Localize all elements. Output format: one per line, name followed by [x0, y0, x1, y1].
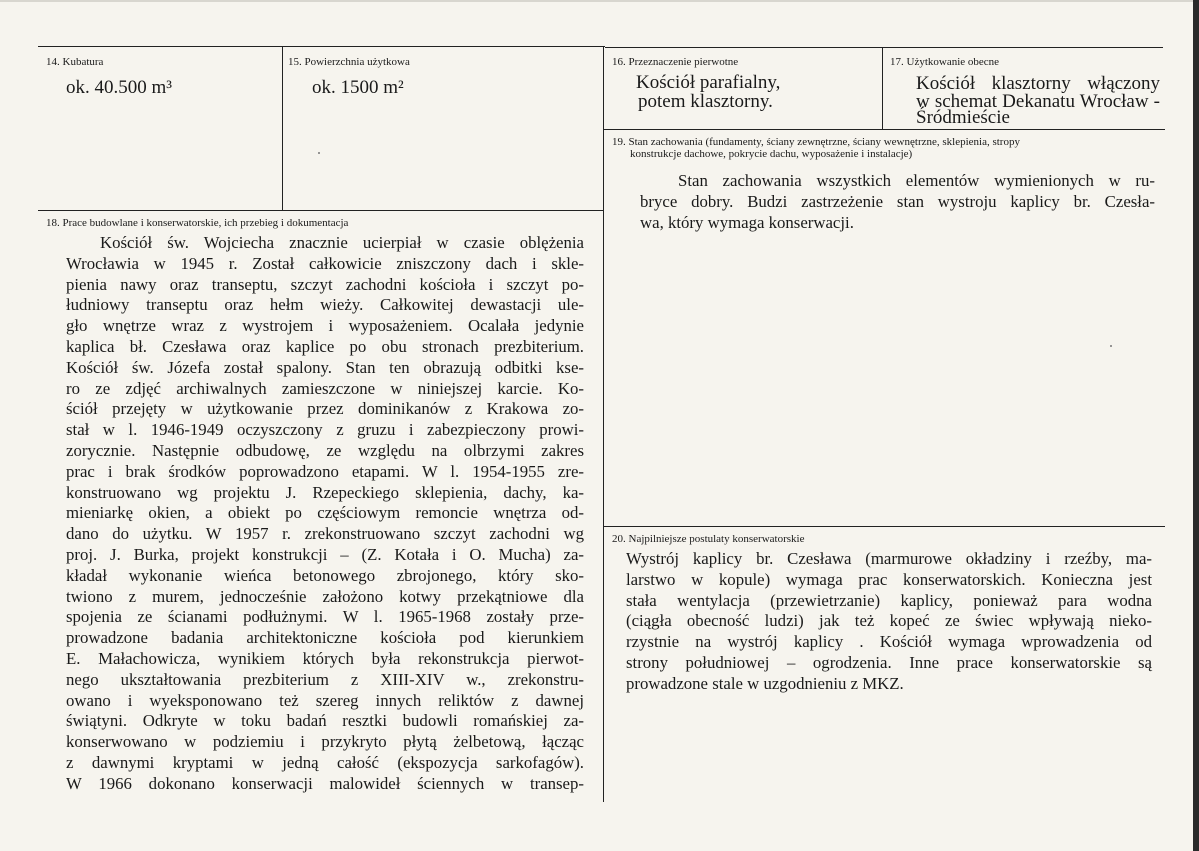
rule-top-left [38, 46, 605, 47]
text-line: Stan zachowania wszystkich elementów wymienionych w ru- [678, 171, 1155, 190]
field-16-label: 16. Przeznaczenie pierwotne [612, 56, 739, 68]
field-20-label: 20. Najpilniejsze postulaty konserwatorskie [612, 533, 805, 545]
field-19-label: 19. Stan zachowania (fundamenty, ściany zewnętrzne, ściany wewnętrzne, sklepienia, stropy [612, 136, 1020, 148]
text-line: larstwo w kopule) wymaga prac konserwatorskich. Konieczna jest [626, 569, 1152, 589]
text-line: Wystrój kaplicy br. Czesława (marmurowe okładziny i rzeźby, ma- [626, 549, 1152, 568]
rule-above-19 [604, 129, 1165, 130]
top-edge [0, 0, 1199, 2]
text-line: stał w l. 1946-1949 oczyszczony z gruzu i zabezpieczony prowi- [66, 420, 584, 440]
text-line: dano do użytku. W 1957 r. zrekonstruowano szczyt zachodni wg [66, 524, 584, 544]
field-17-label: 17. Użytkowanie obecne [890, 56, 1000, 68]
text-line: Kościół św. Józefa został spalony. Stan ten obrazują odbitki kse- [66, 357, 584, 377]
field-17-line: Kościół klasztorny włączony [916, 73, 1160, 94]
text-line: prowadzone stale w uzgodnieniu z MKZ. [626, 673, 904, 693]
field-20-text [626, 549, 1152, 695]
text-line: pienia nawy oraz transeptu, szczyt zachodni kościoła i szczyt po- [66, 274, 584, 294]
text-line: nego ukształtowania prezbiterium z XIII-XIV w., zrekonstru- [66, 669, 584, 689]
text-line: Wrocławia w 1945 r. Został całkowicie zniszczony dach i skle- [66, 253, 584, 273]
text-line: z dawnymi kryptami w jedną całość (ekspozycja sarkofagów). [66, 752, 584, 772]
text-line: wa, który wymaga konserwacji. [640, 212, 854, 232]
text-line: proj. J. Burka, projekt konstrukcji – (Z. Kotała i O. Mucha) za- [66, 544, 584, 564]
divider-14-15 [282, 46, 283, 210]
rule-above-20 [604, 526, 1165, 527]
text-line: ściół przejęty w użytkowanie przez dominikanów z Krakowa zo- [66, 399, 584, 419]
text-line: konserwowano w podziemiu i przykryto płytą żelbetową, łącząc [66, 732, 584, 752]
text-line: gło wnętrze wraz z wystrojem i wyposażeniem. Ocalała jedynie [66, 316, 584, 336]
text-line: spojenia ze ścianami podłużnymi. W l. 1965-1968 zostały prze- [66, 607, 584, 627]
divider-center [603, 46, 604, 802]
text-line: prac i brak środków poprowadzono etapami. W l. 1954-1955 zre- [66, 461, 584, 481]
field-16-line: potem klasztorny. [638, 91, 773, 112]
field-19-label-cont: konstrukcje dachowe, pokrycie dachu, wyposażenie i instalacje) [630, 148, 913, 160]
field-14-label: 14. Kubatura [46, 56, 104, 68]
field-14-value: ok. 40.500 m³ [66, 77, 172, 98]
text-line: zorycznie. Następnie odbudowę, ze względu na olbrzymi zakres [66, 440, 584, 460]
speck [318, 152, 320, 154]
rule-top-right [605, 47, 1163, 48]
text-line: twiono z murem, jednocześnie założono kotwy przekątniowe dla [66, 586, 584, 606]
text-line: konstruowano wg projektu J. Rzepeckiego sklepienia, dachy, ka- [66, 482, 584, 502]
text-line: kładał wykonanie wieńca betonowego zbrojonego, który sko- [66, 565, 584, 585]
field-18-label: 18. Prace budowlane i konserwatorskie, ich przebieg i dokumentacja [46, 217, 349, 229]
field-19-text [640, 171, 1155, 233]
field-16-line: Kościół parafialny, [636, 72, 781, 93]
field-15-value: ok. 1500 m² [312, 77, 404, 98]
field-17-line: w schemat Dekanatu Wrocław - [916, 91, 1160, 112]
text-line: owano i wyeksponowano też szereg innych reliktów z dawnej [66, 690, 584, 710]
text-line: stała wentylacja (przewietrzanie) kaplicy, ponieważ para wodna [626, 590, 1152, 610]
text-line: łudniowy transeptu oraz hełm wieży. Całkowitej dewastacji ule- [66, 295, 584, 315]
text-line: W 1966 dokonano konserwacji malowideł ściennych w transep- [66, 773, 584, 793]
text-line: kaplica bł. Czesława oraz kaplice po obu stronach prezbiterium. [66, 336, 584, 356]
text-line: strony południowej – ogrodzenia. Inne prace konserwatorskie są [626, 652, 1152, 672]
rule-above-18 [38, 210, 604, 211]
text-line: ro ze zdjęć archiwalnych zamieszczone w niniejszej karcie. Ko- [66, 378, 584, 398]
text-line: Kościół św. Wojciecha znacznie ucierpiał w czasie oblężenia [100, 233, 584, 252]
text-line: świątyni. Odkryte w toku badań resztki budowli romańskiej za- [66, 711, 584, 731]
field-17-line: Śródmieście [916, 107, 1010, 128]
text-line: rzystnie na wystrój kaplicy . Kościół wymaga wprowadzenia od [626, 632, 1152, 652]
field-18-text [66, 233, 584, 795]
speck [1110, 345, 1112, 347]
field-15-label: 15. Powierzchnia użytkowa [288, 56, 410, 68]
divider-16-17 [882, 47, 883, 129]
text-line: E. Małachowicza, wynikiem których była rekonstrukcja pierwot- [66, 648, 584, 668]
page-edge-shadow [1193, 0, 1199, 851]
text-line: bryce dobry. Budzi zastrzeżenie stan wystroju kaplicy br. Czesła- [640, 191, 1155, 211]
text-line: prowadzone badania architektoniczne kościoła pod kierunkiem [66, 628, 584, 648]
text-line: mieniarkę okien, a obiekt po częściowym remoncie wnętrza od- [66, 503, 584, 523]
text-line: (ciągła obecność ludzi) jak też kopeć ze świec wpływają nieko- [626, 611, 1152, 631]
